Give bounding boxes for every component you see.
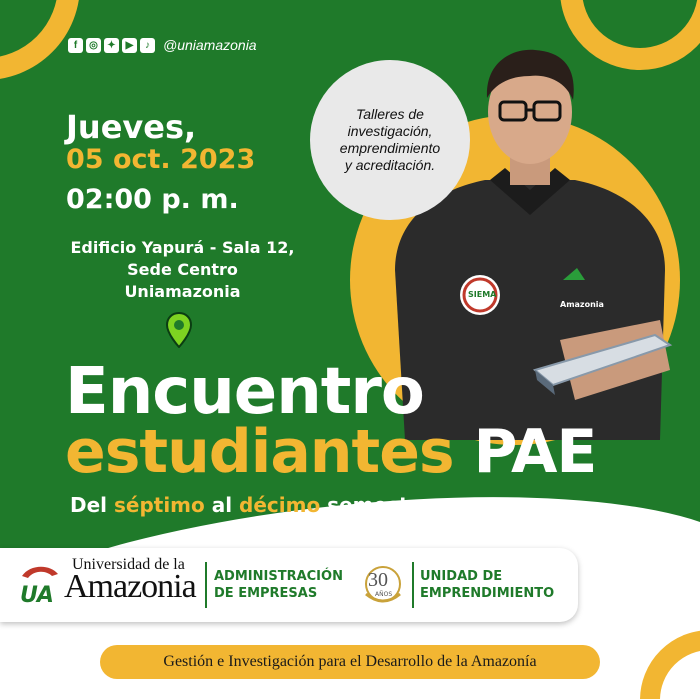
bubble-line: y acreditación. bbox=[344, 157, 436, 173]
social-handle[interactable]: @uniamazonia bbox=[163, 37, 257, 53]
dept-line: UNIDAD DE bbox=[420, 569, 503, 584]
university-logo-icon bbox=[16, 562, 64, 606]
subtitle-text: al bbox=[204, 493, 240, 517]
dept-line: DE EMPRESAS bbox=[214, 586, 318, 601]
shirt-logo-left: SIEMA bbox=[468, 290, 497, 299]
subtitle-highlight: séptimo bbox=[113, 493, 205, 517]
event-day: Jueves, bbox=[66, 108, 197, 146]
dept-line: EMPRENDIMIENTO bbox=[420, 586, 555, 601]
university-name-small: Universidad de la bbox=[72, 556, 185, 573]
institution-logos-bar bbox=[0, 548, 578, 622]
headline-line1: Encuentro bbox=[65, 355, 424, 429]
instagram-icon[interactable]: ◎ bbox=[86, 38, 101, 53]
headline-estudiantes: estudiantes bbox=[65, 417, 454, 487]
venue-line: Sede Centro bbox=[127, 260, 238, 279]
topics-bubble bbox=[310, 60, 470, 220]
social-bar bbox=[68, 37, 257, 53]
subtitle-text: Del bbox=[70, 493, 114, 517]
map-pin-icon bbox=[166, 312, 192, 348]
svg-text:UA: UA bbox=[20, 583, 54, 606]
logo-divider bbox=[205, 562, 207, 608]
twitter-icon[interactable]: ✦ bbox=[104, 38, 119, 53]
venue-line: Edificio Yapurá - Sala 12, bbox=[70, 238, 295, 257]
shirt-logo-right: Amazonia bbox=[560, 300, 604, 309]
youtube-icon[interactable]: ▶ bbox=[122, 38, 137, 53]
bubble-line: emprendimiento bbox=[339, 140, 441, 156]
semester-subtitle bbox=[70, 493, 432, 517]
anniversary-number: 30 bbox=[368, 569, 388, 591]
headline-line2 bbox=[65, 417, 596, 487]
footer-slogan: Gestión e Investigación para el Desarrollo de la Amazonía bbox=[163, 653, 537, 670]
headline-pae: PAE bbox=[453, 417, 597, 487]
dept-line: ADMINISTRACIÓN bbox=[214, 569, 343, 584]
venue-line: Uniamazonia bbox=[124, 282, 241, 301]
university-name-big: Amazonia bbox=[64, 568, 196, 605]
bubble-line: investigación, bbox=[347, 123, 433, 139]
subtitle-highlight: décimo bbox=[239, 493, 321, 517]
dept-administracion bbox=[214, 568, 343, 602]
tiktok-icon[interactable]: ♪ bbox=[140, 38, 155, 53]
subtitle-text: semestre bbox=[320, 493, 432, 517]
facebook-icon[interactable]: f bbox=[68, 38, 83, 53]
bubble-line: Talleres de bbox=[356, 106, 424, 122]
footer-slogan-pill bbox=[100, 645, 600, 679]
event-venue bbox=[60, 237, 305, 303]
anniversary-caption: AÑOS bbox=[375, 591, 393, 598]
event-time: 02:00 p. m. bbox=[66, 184, 239, 215]
dept-emprendimiento bbox=[420, 568, 554, 602]
event-date: 05 oct. 2023 bbox=[66, 144, 256, 175]
logo-divider bbox=[412, 562, 414, 608]
